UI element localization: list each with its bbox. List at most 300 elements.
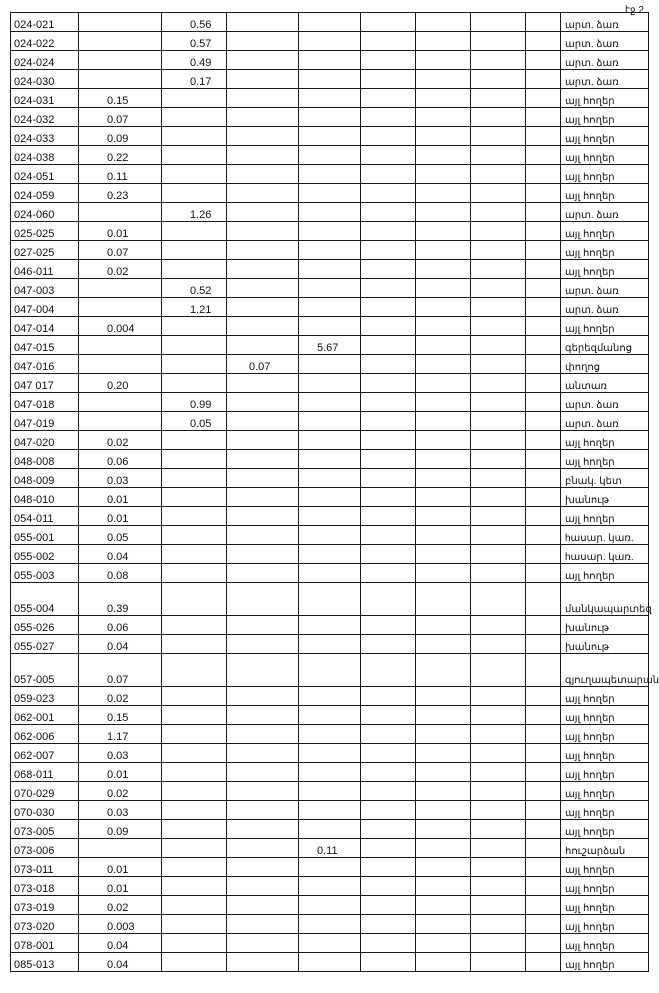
cadastral-code-cell: 024-032 [11, 108, 79, 127]
cadastral-code-cell: 047-004 [11, 298, 79, 317]
land-use-cell: այլ հողեր [561, 431, 649, 450]
empty-cell [416, 564, 471, 583]
empty-cell [361, 336, 416, 355]
empty-cell [416, 203, 471, 222]
area-street-cell [227, 431, 299, 450]
area-other-land-cell: 1.17 [79, 725, 162, 744]
area-other-land-cell: 0.20 [79, 374, 162, 393]
table-row [11, 70, 649, 89]
cadastral-code-cell: 068-011 [11, 763, 79, 782]
area-industrial-cell [162, 801, 227, 820]
area-other-land-cell [79, 355, 162, 374]
empty-cell [416, 241, 471, 260]
empty-cell [526, 801, 561, 820]
area-street-cell [227, 165, 299, 184]
empty-cell [416, 616, 471, 635]
empty-cell [416, 725, 471, 744]
area-other-land-cell: 0.02 [79, 431, 162, 450]
table-row [11, 241, 649, 260]
area-street-cell [227, 241, 299, 260]
area-industrial-cell [162, 654, 227, 687]
table-row [11, 877, 649, 896]
cadastral-code-cell: 047-003 [11, 279, 79, 298]
empty-cell [471, 355, 526, 374]
empty-cell [416, 706, 471, 725]
empty-cell [361, 393, 416, 412]
area-special-cell [299, 820, 361, 839]
area-street-cell [227, 279, 299, 298]
area-industrial-cell [162, 706, 227, 725]
empty-cell [416, 915, 471, 934]
land-use-cell: hասար. կառ. [561, 545, 649, 564]
area-industrial-cell [162, 108, 227, 127]
area-other-land-cell: 0.23 [79, 184, 162, 203]
empty-cell [416, 222, 471, 241]
area-special-cell [299, 431, 361, 450]
area-street-cell [227, 450, 299, 469]
empty-cell [526, 654, 561, 687]
area-industrial-cell: 0.56 [162, 13, 227, 32]
land-use-cell: այլ հողեր [561, 896, 649, 915]
empty-cell [526, 469, 561, 488]
area-other-land-cell [79, 32, 162, 51]
empty-cell [416, 583, 471, 616]
land-use-cell: այլ հողեր [561, 820, 649, 839]
empty-cell [526, 374, 561, 393]
empty-cell [471, 241, 526, 260]
area-industrial-cell [162, 526, 227, 545]
table-row [11, 545, 649, 564]
table-row [11, 165, 649, 184]
area-street-cell [227, 635, 299, 654]
cadastral-code-cell: 024-031 [11, 89, 79, 108]
area-other-land-cell: 0.04 [79, 635, 162, 654]
cadastral-code-cell: 073-020 [11, 915, 79, 934]
cadastral-code-cell: 085-013 [11, 953, 79, 972]
land-use-cell: այլ հողեր [561, 782, 649, 801]
area-street-cell [227, 336, 299, 355]
area-industrial-cell [162, 839, 227, 858]
area-other-land-cell [79, 13, 162, 32]
area-special-cell [299, 469, 361, 488]
area-other-land-cell: 0.07 [79, 654, 162, 687]
area-other-land-cell [79, 839, 162, 858]
area-special-cell [299, 725, 361, 744]
cadastral-code-cell: 047-016 [11, 355, 79, 374]
empty-cell [416, 858, 471, 877]
area-other-land-cell: 0.09 [79, 820, 162, 839]
table-row [11, 953, 649, 972]
area-special-cell [299, 507, 361, 526]
cadastral-code-cell: 024-024 [11, 51, 79, 70]
empty-cell [361, 412, 416, 431]
area-other-land-cell: 0.04 [79, 953, 162, 972]
land-use-cell: գյուղապետարան [561, 654, 649, 687]
empty-cell [361, 317, 416, 336]
empty-cell [471, 801, 526, 820]
area-other-land-cell: 0.01 [79, 763, 162, 782]
cadastral-code-cell: 024-021 [11, 13, 79, 32]
empty-cell [526, 744, 561, 763]
empty-cell [416, 165, 471, 184]
cadastral-code-cell: 024-022 [11, 32, 79, 51]
cadastral-code-cell: 024-059 [11, 184, 79, 203]
empty-cell [471, 616, 526, 635]
area-special-cell [299, 165, 361, 184]
area-special-cell [299, 298, 361, 317]
area-industrial-cell [162, 953, 227, 972]
area-industrial-cell: 1.26 [162, 203, 227, 222]
empty-cell [471, 260, 526, 279]
empty-cell [526, 32, 561, 51]
area-special-cell [299, 450, 361, 469]
empty-cell [416, 374, 471, 393]
land-use-cell: այլ հողեր [561, 801, 649, 820]
empty-cell [471, 839, 526, 858]
empty-cell [471, 13, 526, 32]
cadastral-code-cell: 070-029 [11, 782, 79, 801]
table-row [11, 374, 649, 393]
area-street-cell [227, 744, 299, 763]
empty-cell [361, 374, 416, 393]
cadastral-code-cell: 047 017 [11, 374, 79, 393]
empty-cell [416, 431, 471, 450]
area-street-cell [227, 526, 299, 545]
area-special-cell: 0.11 [299, 839, 361, 858]
empty-cell [361, 127, 416, 146]
land-use-cell: այլ հողեր [561, 706, 649, 725]
empty-cell [416, 89, 471, 108]
area-other-land-cell: 0.02 [79, 782, 162, 801]
table-row [11, 317, 649, 336]
empty-cell [416, 839, 471, 858]
area-special-cell [299, 635, 361, 654]
land-use-cell: անտառ [561, 374, 649, 393]
empty-cell [361, 801, 416, 820]
empty-cell [471, 507, 526, 526]
area-industrial-cell [162, 782, 227, 801]
empty-cell [471, 687, 526, 706]
table-row [11, 858, 649, 877]
area-other-land-cell: 0.03 [79, 801, 162, 820]
area-street-cell [227, 393, 299, 412]
land-use-cell: մանկապարտեզ [561, 583, 649, 616]
area-other-land-cell [79, 70, 162, 89]
land-use-cell: արտ. ձառ [561, 70, 649, 89]
empty-cell [526, 51, 561, 70]
area-industrial-cell: 0.05 [162, 412, 227, 431]
table-row [11, 725, 649, 744]
area-special-cell [299, 108, 361, 127]
empty-cell [526, 725, 561, 744]
empty-cell [361, 564, 416, 583]
area-street-cell [227, 412, 299, 431]
area-industrial-cell [162, 896, 227, 915]
empty-cell [526, 953, 561, 972]
land-use-cell: խանութ [561, 488, 649, 507]
empty-cell [471, 108, 526, 127]
area-other-land-cell: 0.05 [79, 526, 162, 545]
area-industrial-cell [162, 431, 227, 450]
empty-cell [416, 896, 471, 915]
empty-cell [526, 820, 561, 839]
cadastral-code-cell: 048-009 [11, 469, 79, 488]
area-industrial-cell [162, 469, 227, 488]
table-row [11, 108, 649, 127]
empty-cell [416, 801, 471, 820]
table-row [11, 744, 649, 763]
area-street-cell [227, 317, 299, 336]
area-industrial-cell [162, 635, 227, 654]
empty-cell [526, 336, 561, 355]
area-street-cell [227, 51, 299, 70]
empty-cell [416, 317, 471, 336]
area-street-cell [227, 763, 299, 782]
empty-cell [416, 763, 471, 782]
table-row [11, 507, 649, 526]
empty-cell [361, 146, 416, 165]
area-street-cell [227, 725, 299, 744]
area-street-cell [227, 89, 299, 108]
land-plot-table [10, 12, 659, 972]
cadastral-code-cell: 024-060 [11, 203, 79, 222]
empty-cell [471, 336, 526, 355]
area-special-cell [299, 583, 361, 616]
area-street-cell [227, 260, 299, 279]
cadastral-code-cell: 073-005 [11, 820, 79, 839]
area-industrial-cell: 1.21 [162, 298, 227, 317]
land-use-cell: այլ հողեր [561, 934, 649, 953]
table-row [11, 32, 649, 51]
empty-cell [526, 915, 561, 934]
land-use-cell: այլ հողեր [561, 222, 649, 241]
empty-cell [526, 165, 561, 184]
empty-cell [361, 165, 416, 184]
land-use-cell: այլ հողեր [561, 89, 649, 108]
cadastral-code-cell: 078-001 [11, 934, 79, 953]
area-special-cell [299, 89, 361, 108]
empty-cell [526, 70, 561, 89]
area-industrial-cell [162, 915, 227, 934]
area-special-cell [299, 184, 361, 203]
table-row [11, 654, 649, 687]
empty-cell [416, 298, 471, 317]
empty-cell [526, 545, 561, 564]
area-street-cell [227, 545, 299, 564]
empty-cell [526, 393, 561, 412]
area-street-cell [227, 469, 299, 488]
land-use-cell: այլ հողեր [561, 317, 649, 336]
area-other-land-cell: 0.06 [79, 616, 162, 635]
table-row [11, 820, 649, 839]
cadastral-code-cell: 073-019 [11, 896, 79, 915]
empty-cell [471, 165, 526, 184]
area-special-cell [299, 877, 361, 896]
empty-cell [361, 782, 416, 801]
empty-cell [361, 469, 416, 488]
empty-cell [416, 336, 471, 355]
area-other-land-cell: 0.06 [79, 450, 162, 469]
land-use-cell: արտ. ձառ [561, 393, 649, 412]
area-other-land-cell: 0.07 [79, 108, 162, 127]
empty-cell [471, 412, 526, 431]
area-other-land-cell: 0.02 [79, 896, 162, 915]
area-industrial-cell [162, 127, 227, 146]
empty-cell [526, 431, 561, 450]
cadastral-code-cell: 024-033 [11, 127, 79, 146]
area-street-cell [227, 184, 299, 203]
table-row [11, 896, 649, 915]
empty-cell [361, 526, 416, 545]
land-use-cell: արտ. ձառ [561, 298, 649, 317]
area-industrial-cell [162, 763, 227, 782]
area-industrial-cell [162, 545, 227, 564]
empty-cell [526, 896, 561, 915]
empty-cell [361, 431, 416, 450]
empty-cell [526, 203, 561, 222]
area-street-cell [227, 374, 299, 393]
area-special-cell [299, 488, 361, 507]
area-street-cell [227, 32, 299, 51]
empty-cell [361, 203, 416, 222]
empty-cell [471, 820, 526, 839]
area-industrial-cell: 0.49 [162, 51, 227, 70]
area-special-cell [299, 13, 361, 32]
empty-cell [361, 70, 416, 89]
cadastral-code-cell: 055-003 [11, 564, 79, 583]
area-industrial-cell [162, 583, 227, 616]
empty-cell [471, 184, 526, 203]
empty-cell [471, 545, 526, 564]
empty-cell [361, 820, 416, 839]
empty-cell [471, 32, 526, 51]
area-industrial-cell [162, 450, 227, 469]
empty-cell [361, 13, 416, 32]
empty-cell [361, 450, 416, 469]
empty-cell [526, 706, 561, 725]
table-row [11, 915, 649, 934]
table-row [11, 203, 649, 222]
empty-cell [526, 241, 561, 260]
area-other-land-cell: 0.03 [79, 744, 162, 763]
empty-cell [361, 355, 416, 374]
empty-cell [471, 877, 526, 896]
empty-cell [471, 583, 526, 616]
table-row [11, 616, 649, 635]
area-industrial-cell [162, 222, 227, 241]
land-use-cell: այլ հողեր [561, 127, 649, 146]
area-street-cell [227, 222, 299, 241]
area-other-land-cell: 0.08 [79, 564, 162, 583]
land-use-cell: այլ հողեր [561, 564, 649, 583]
area-street-cell [227, 146, 299, 165]
empty-cell [526, 564, 561, 583]
empty-cell [416, 545, 471, 564]
area-industrial-cell: 0.99 [162, 393, 227, 412]
area-special-cell [299, 70, 361, 89]
empty-cell [471, 203, 526, 222]
empty-cell [471, 654, 526, 687]
area-street-cell [227, 915, 299, 934]
table-row [11, 13, 649, 32]
area-special-cell [299, 782, 361, 801]
area-street-cell [227, 70, 299, 89]
empty-cell [471, 488, 526, 507]
area-industrial-cell: 0.57 [162, 32, 227, 51]
cadastral-code-cell: 047-014 [11, 317, 79, 336]
cadastral-code-cell: 073-011 [11, 858, 79, 877]
table-row [11, 469, 649, 488]
empty-cell [471, 89, 526, 108]
empty-cell [416, 782, 471, 801]
land-use-cell: արտ. ձառ [561, 412, 649, 431]
empty-cell [526, 450, 561, 469]
area-street-cell [227, 507, 299, 526]
cadastral-code-cell: 047-019 [11, 412, 79, 431]
empty-cell [416, 355, 471, 374]
empty-cell [471, 317, 526, 336]
table-body [11, 13, 659, 972]
empty-cell [361, 858, 416, 877]
area-special-cell [299, 934, 361, 953]
land-use-cell: այլ հողեր [561, 146, 649, 165]
empty-cell [471, 374, 526, 393]
empty-cell [526, 13, 561, 32]
empty-cell [471, 431, 526, 450]
area-street-cell [227, 488, 299, 507]
cadastral-code-cell: 047-018 [11, 393, 79, 412]
area-other-land-cell: 0.04 [79, 934, 162, 953]
cadastral-code-cell: 047-015 [11, 336, 79, 355]
area-industrial-cell [162, 687, 227, 706]
area-special-cell [299, 146, 361, 165]
area-industrial-cell [162, 146, 227, 165]
land-use-cell: այլ հողեր [561, 763, 649, 782]
area-special-cell: 5.67 [299, 336, 361, 355]
cadastral-code-cell: 070-030 [11, 801, 79, 820]
cadastral-code-cell: 025-025 [11, 222, 79, 241]
area-special-cell [299, 355, 361, 374]
empty-cell [526, 488, 561, 507]
area-other-land-cell: 0.15 [79, 706, 162, 725]
empty-cell [361, 616, 416, 635]
table-row [11, 934, 649, 953]
empty-cell [471, 915, 526, 934]
area-other-land-cell: 0.01 [79, 507, 162, 526]
cadastral-code-cell: 055-004 [11, 583, 79, 616]
cadastral-code-cell: 054-011 [11, 507, 79, 526]
area-special-cell [299, 241, 361, 260]
land-use-cell: այլ հողեր [561, 260, 649, 279]
cadastral-code-cell: 046-011 [11, 260, 79, 279]
area-industrial-cell: 0.52 [162, 279, 227, 298]
area-special-cell [299, 744, 361, 763]
empty-cell [416, 184, 471, 203]
empty-cell [471, 51, 526, 70]
table-row [11, 431, 649, 450]
land-use-cell: այլ հողեր [561, 108, 649, 127]
empty-cell [416, 412, 471, 431]
area-industrial-cell [162, 488, 227, 507]
area-special-cell [299, 260, 361, 279]
land-use-cell: այլ հողեր [561, 165, 649, 184]
empty-cell [526, 108, 561, 127]
empty-cell [361, 877, 416, 896]
empty-cell [361, 184, 416, 203]
area-special-cell [299, 203, 361, 222]
empty-cell [416, 51, 471, 70]
cadastral-code-cell: 055-027 [11, 635, 79, 654]
